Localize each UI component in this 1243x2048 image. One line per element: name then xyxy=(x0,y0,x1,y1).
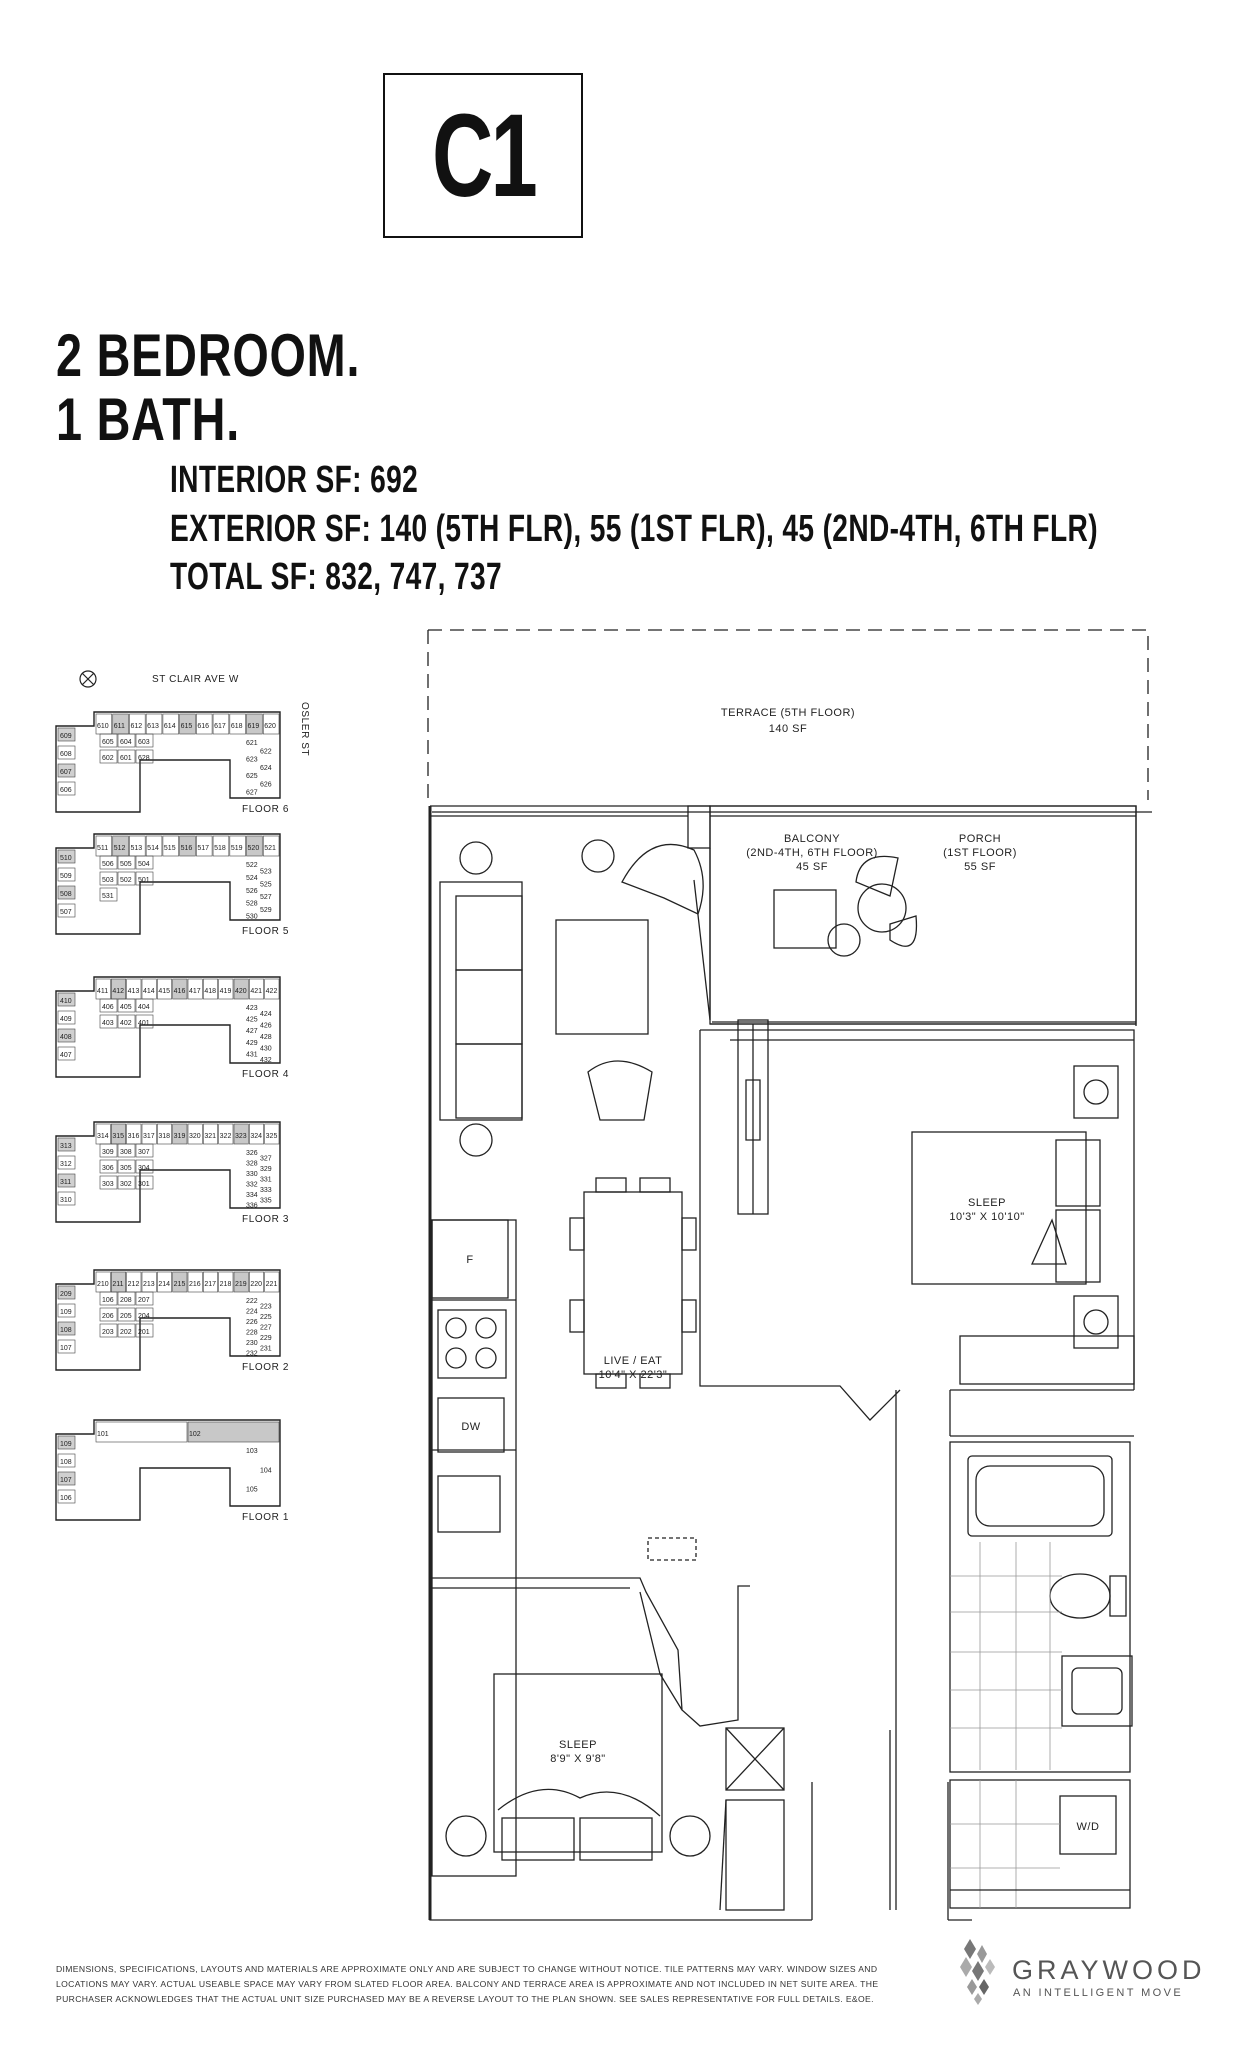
keyplan-unit-number: 108 xyxy=(60,1327,72,1334)
fridge-label: F xyxy=(466,1254,474,1266)
keyplan-unit-number: 209 xyxy=(60,1291,72,1298)
sleep1-label: SLEEP xyxy=(968,1197,1006,1209)
keyplan-floor-label: FLOOR 4 xyxy=(242,1069,289,1080)
keyplan-unit-number: 228 xyxy=(246,1329,258,1337)
keyplan-unit-number: 325 xyxy=(265,1133,278,1140)
keyplan-unit-number: 223 xyxy=(260,1303,272,1311)
keyplan-unit-number: 412 xyxy=(112,988,125,995)
total-sf: TOTAL SF: 832, 747, 737 xyxy=(170,556,503,598)
keyplan-floor-label: FLOOR 1 xyxy=(242,1512,289,1523)
keyplan-unit-number: 408 xyxy=(60,1034,72,1041)
keyplan-unit-number: 627 xyxy=(246,789,258,797)
street-label-north: ST CLAIR AVE W xyxy=(152,674,239,685)
keyplan-unit-number: 616 xyxy=(197,723,210,730)
keyplan-unit-number: 405 xyxy=(120,1004,132,1011)
keyplan-unit-number: 105 xyxy=(246,1486,258,1494)
keyplan-unit-number: 334 xyxy=(246,1192,258,1200)
brand-block xyxy=(960,1935,1210,2005)
keyplan-unit-number: 626 xyxy=(260,781,272,789)
keyplan-floor xyxy=(56,834,289,937)
keyplan-unit-number: 207 xyxy=(138,1297,150,1304)
keyplan-unit-number: 330 xyxy=(246,1171,258,1179)
balcony-note: (2ND-4TH, 6TH FLOOR) xyxy=(746,847,878,859)
live-dims: 10'4" X 22'3" xyxy=(598,1369,668,1381)
unit-code: C1 xyxy=(431,89,535,222)
keyplan-unit-number: 615 xyxy=(180,723,193,730)
keyplan-unit-number: 508 xyxy=(60,891,72,898)
keyplan-unit xyxy=(96,1422,187,1442)
keyplan-unit-number: 401 xyxy=(138,1020,150,1027)
porch-note: (1ST FLOOR) xyxy=(943,847,1017,859)
keyplan-unit-number: 217 xyxy=(204,1281,217,1288)
keyplan-unit-number: 232 xyxy=(246,1350,258,1358)
dishwasher-label: DW xyxy=(461,1421,481,1433)
keyplan-unit-number: 336 xyxy=(246,1202,258,1210)
keyplan-unit-number: 224 xyxy=(246,1308,258,1316)
keyplan-unit-number: 306 xyxy=(102,1165,114,1172)
keyplan-unit-number: 211 xyxy=(112,1281,124,1288)
keyplan-unit-number: 603 xyxy=(138,739,150,746)
keyplan-unit-number: 417 xyxy=(189,988,201,995)
washer-dryer-label: W/D xyxy=(1076,1821,1100,1833)
keyplan-unit-number: 204 xyxy=(138,1313,150,1320)
terrace-label: TERRACE (5TH FLOOR) xyxy=(720,707,856,719)
keyplan-unit-number: 318 xyxy=(158,1133,171,1140)
keyplan-unit-number: 609 xyxy=(60,733,72,740)
keyplan-unit-number: 413 xyxy=(127,988,140,995)
keyplan-unit-number: 515 xyxy=(163,845,176,852)
keyplan-unit-number: 219 xyxy=(235,1281,247,1288)
keyplan-unit-number: 414 xyxy=(143,988,155,995)
keyplan-unit-number: 319 xyxy=(173,1133,186,1140)
keyplan-unit-number: 420 xyxy=(235,988,247,995)
keyplan-unit-number: 332 xyxy=(246,1181,258,1189)
keyplan-unit-number: 402 xyxy=(120,1020,132,1027)
keyplan-unit-number: 404 xyxy=(138,1004,150,1011)
bedroom-count: 2 BEDROOM. xyxy=(56,322,361,389)
keyplan-unit-number: 432 xyxy=(260,1057,272,1065)
keyplan-unit-number: 327 xyxy=(260,1155,272,1163)
keyplan-unit-number: 531 xyxy=(102,893,114,900)
keyplan-unit-number: 610 xyxy=(97,723,109,730)
keyplan-unit-number: 103 xyxy=(246,1448,258,1455)
keyplan-unit-number: 415 xyxy=(158,988,171,995)
keyplan-unit-number: 225 xyxy=(260,1313,272,1321)
keyplan-unit-number: 227 xyxy=(260,1324,272,1332)
keyplan-unit-number: 423 xyxy=(246,1005,258,1012)
keyplan-unit-number: 328 xyxy=(246,1160,258,1168)
floor-plan xyxy=(420,620,1160,1925)
brand-tagline: AN INTELLIGENT MOVE xyxy=(1013,1987,1184,1999)
keyplan-unit-number: 230 xyxy=(246,1340,258,1348)
keyplan-unit-number: 509 xyxy=(60,873,72,880)
keyplan-floor-label: FLOOR 3 xyxy=(242,1214,289,1225)
keyplan-unit-number: 303 xyxy=(102,1181,114,1188)
keyplan-unit-number: 513 xyxy=(130,845,143,852)
balcony-label: BALCONY xyxy=(783,833,841,845)
keyplan-unit-number: 410 xyxy=(60,998,72,1005)
keyplan-unit-number: 320 xyxy=(189,1133,201,1140)
keyplan-floor xyxy=(56,977,289,1080)
keyplan-unit-number: 617 xyxy=(214,723,226,730)
keyplan-unit-number: 315 xyxy=(112,1133,125,1140)
keyplan-unit-number: 618 xyxy=(230,723,243,730)
keyplan-unit-number: 505 xyxy=(120,861,132,868)
keyplan-unit-number: 426 xyxy=(260,1022,272,1030)
keyplan-unit-number: 317 xyxy=(143,1133,155,1140)
keyplan-unit-number: 611 xyxy=(113,723,125,730)
keyplan-unit-number: 201 xyxy=(138,1329,150,1336)
keyplan-unit-number: 231 xyxy=(260,1345,272,1353)
keyplan-unit-number: 335 xyxy=(260,1197,272,1205)
graywood-logo-icon xyxy=(960,1935,1006,2005)
keyplan-unit-number: 322 xyxy=(219,1133,232,1140)
north-arrow-icon xyxy=(80,671,96,687)
keyplan-unit-number: 302 xyxy=(120,1181,132,1188)
live-label: LIVE / EAT xyxy=(603,1355,663,1367)
keyplan-unit-number: 222 xyxy=(246,1298,258,1305)
exterior-sf: EXTERIOR SF: 140 (5TH FLR), 55 (1ST FLR), 45 (2ND-4TH, 6TH FLR) xyxy=(170,508,1098,550)
keyplan-unit-number: 210 xyxy=(97,1281,109,1288)
keyplan-unit-number: 304 xyxy=(138,1165,150,1172)
keyplan-floor-label: FLOOR 6 xyxy=(242,804,289,815)
unit-code-box xyxy=(383,73,583,238)
keyplan-unit-number: 506 xyxy=(102,861,114,868)
keyplan-unit-number: 221 xyxy=(265,1281,278,1288)
keyplan-unit-number: 411 xyxy=(97,988,109,995)
keyplan-unit-number: 503 xyxy=(102,877,114,884)
keyplan-unit-number: 518 xyxy=(214,845,226,852)
keyplan-unit-number: 407 xyxy=(60,1052,72,1059)
keyplan-unit-number: 301 xyxy=(138,1181,150,1188)
keyplan-unit-number: 311 xyxy=(60,1179,72,1186)
keyplan-unit-number: 406 xyxy=(102,1004,114,1011)
keyplan-unit-number: 523 xyxy=(260,868,272,876)
keyplan-unit-number: 305 xyxy=(120,1165,132,1172)
keyplan-unit-number: 516 xyxy=(180,845,193,852)
porch-label: PORCH xyxy=(958,833,1002,845)
keyplan-unit-number: 333 xyxy=(260,1186,272,1194)
keyplan-unit-number: 307 xyxy=(138,1149,150,1156)
keyplan-unit-number: 312 xyxy=(60,1161,72,1168)
sleep2-label: SLEEP xyxy=(559,1739,597,1751)
keyplan-unit xyxy=(188,1422,279,1442)
keyplan-unit-number: 529 xyxy=(260,907,272,915)
porch-area: 55 SF xyxy=(964,861,996,873)
keyplan-unit-number: 418 xyxy=(204,988,217,995)
keyplan-unit-number: 624 xyxy=(260,764,272,772)
keyplan-unit-number: 313 xyxy=(60,1143,72,1150)
keyplan-unit-number: 107 xyxy=(60,1345,72,1352)
keyplan-unit-number: 214 xyxy=(158,1281,171,1288)
keyplan-unit-number: 613 xyxy=(147,723,159,730)
keyplan-unit-number: 608 xyxy=(60,751,72,758)
keyplan-unit-number: 605 xyxy=(102,739,114,746)
keyplan-floor-label: FLOOR 5 xyxy=(242,926,289,937)
keyplan-unit-number: 514 xyxy=(147,845,159,852)
keyplan-unit-number: 510 xyxy=(60,855,72,862)
keyplan-unit-number: 323 xyxy=(235,1133,247,1140)
keyplan-unit-number: 604 xyxy=(120,739,132,746)
keyplan-unit-number: 422 xyxy=(265,988,278,995)
keyplan-unit-number: 424 xyxy=(260,1010,272,1018)
keyplan-unit-number: 620 xyxy=(264,723,276,730)
keyplan-unit-number: 208 xyxy=(120,1297,132,1304)
keyplan-unit-number: 507 xyxy=(60,909,72,916)
keyplan-unit-number: 309 xyxy=(102,1149,114,1156)
keyplan-unit-number: 612 xyxy=(130,723,143,730)
keyplan-unit-number: 622 xyxy=(260,748,272,756)
keyplan-unit-number: 203 xyxy=(102,1329,114,1336)
keyplan-unit-number: 216 xyxy=(189,1281,201,1288)
interior-sf: INTERIOR SF: 692 xyxy=(170,459,419,501)
keyplan-unit-number: 511 xyxy=(97,845,109,852)
keyplan-unit-number: 108 xyxy=(60,1459,72,1466)
keyplan-unit-number: 310 xyxy=(60,1197,72,1204)
street-label-east: OSLER ST xyxy=(299,702,310,757)
keyplan-unit-number: 329 xyxy=(260,1165,272,1173)
keyplan-unit-number: 502 xyxy=(120,877,132,884)
keyplan-unit-number: 525 xyxy=(260,881,272,889)
keyplan-unit-number: 625 xyxy=(246,773,258,781)
keyplan-unit-number: 431 xyxy=(246,1051,258,1059)
keyplan-unit-number: 429 xyxy=(246,1039,258,1047)
exterior-wall xyxy=(430,806,1136,1920)
keyplan-unit-number: 226 xyxy=(246,1319,258,1327)
keyplan-unit-number: 607 xyxy=(60,769,72,776)
keyplan-unit-number: 528 xyxy=(246,900,258,908)
keyplan-unit-number: 526 xyxy=(246,887,258,895)
keyplan-unit-number: 425 xyxy=(246,1016,258,1024)
keyplan-unit-number: 106 xyxy=(102,1297,114,1304)
keyplan-unit-number: 421 xyxy=(250,988,263,995)
keyplan-unit-number: 504 xyxy=(138,861,150,868)
keyplan-floor xyxy=(56,712,289,815)
keyplan-unit-number: 428 xyxy=(260,1034,272,1041)
keyplan-unit-number: 321 xyxy=(204,1133,217,1140)
keyplan-unit-number: 229 xyxy=(260,1334,272,1342)
keyplan-unit-number: 316 xyxy=(127,1133,140,1140)
keyplan-unit-number: 621 xyxy=(246,740,258,747)
keyplan-unit-number: 606 xyxy=(60,787,72,794)
keyplan-unit-number: 419 xyxy=(219,988,232,995)
keyplan-unit-number: 601 xyxy=(120,755,132,762)
keyplan-unit-number: 519 xyxy=(230,845,243,852)
keyplan-unit-number: 522 xyxy=(246,862,258,869)
keyplan-unit-number: 109 xyxy=(60,1309,72,1316)
keyplan-unit-number: 512 xyxy=(113,845,126,852)
keyplan-unit-number: 107 xyxy=(60,1477,72,1484)
keyplan-unit-number: 614 xyxy=(163,723,176,730)
keyplan-floor xyxy=(56,1122,289,1225)
keyplan-unit-number: 314 xyxy=(97,1133,109,1140)
disclaimer: DIMENSIONS, SPECIFICATIONS, LAYOUTS AND MATERIALS ARE APPROXIMATE ONLY AND ARE SUBJECT TO CHANGE WITHOUT NOTICE. TILE PATTERNS MAY VARY. WINDOW SIZES AND LOCATIONS MAY VARY. ACTUAL USEABLE SPACE MAY VARY FROM SLATED FLOOR AREA. BALCONY AND TERRACE AREA IS APPROXIMATE AND NOT INCLUDED IN NET SUITE AREA. THE PURCHASER ACKNOWLEDGES THAT THE ACTUAL UNIT SIZE PURCHASED MAY BE A REVERSE LAYOUT TO THE PLAN SHOWN. SEE SALES REPRESENTATIVE FOR FULL DETAILS. E&OE. xyxy=(56,1964,879,2004)
keyplan-unit-number: 206 xyxy=(102,1313,114,1320)
keyplan-unit-number: 205 xyxy=(120,1313,132,1320)
keyplan-unit-number: 409 xyxy=(60,1016,72,1023)
keyplan-unit-number: 326 xyxy=(246,1150,258,1157)
sleep2-dims: 8'9" X 9'8" xyxy=(550,1753,606,1765)
keyplan-unit-number: 308 xyxy=(120,1149,132,1156)
keyplan-unit-number: 628 xyxy=(138,755,150,762)
keyplan-unit-number: 403 xyxy=(102,1020,114,1027)
keyplan-unit-number: 331 xyxy=(260,1176,272,1184)
keyplan-unit-number: 220 xyxy=(250,1281,263,1288)
keyplan-unit-number: 501 xyxy=(138,877,150,884)
sleep1-dims: 10'3" X 10'10" xyxy=(949,1211,1025,1223)
keyplan-unit-number: 619 xyxy=(247,723,260,730)
keyplan-floor-label: FLOOR 2 xyxy=(242,1362,289,1373)
terrace-area: 140 SF xyxy=(768,723,808,735)
keyplan-unit-number: 524 xyxy=(246,874,258,882)
keyplan-unit-number: 102 xyxy=(189,1431,201,1438)
keyplan-floor xyxy=(56,1420,289,1523)
keyplan-unit-number: 215 xyxy=(173,1281,186,1288)
bath-count: 1 BATH. xyxy=(56,386,241,453)
keyplan-unit-number: 527 xyxy=(260,894,272,902)
balcony-area: 45 SF xyxy=(796,861,828,873)
keyplan-unit-number: 521 xyxy=(264,845,276,852)
keyplan-unit-number: 324 xyxy=(250,1133,263,1140)
keyplan-unit-number: 109 xyxy=(60,1441,72,1448)
key-plan xyxy=(50,668,320,1568)
keyplan-unit-number: 517 xyxy=(197,845,210,852)
keyplan-unit-number: 101 xyxy=(97,1431,109,1438)
keyplan-unit-number: 602 xyxy=(102,755,114,762)
keyplan-unit-number: 218 xyxy=(219,1281,232,1288)
keyplan-floor xyxy=(56,1270,289,1373)
keyplan-unit-number: 106 xyxy=(60,1495,72,1502)
keyplan-unit-number: 213 xyxy=(143,1281,155,1288)
keyplan-unit-number: 416 xyxy=(173,988,186,995)
keyplan-unit-number: 530 xyxy=(246,913,258,921)
keyplan-unit-number: 212 xyxy=(127,1281,140,1288)
keyplan-unit-number: 427 xyxy=(246,1028,258,1036)
keyplan-unit-number: 520 xyxy=(247,845,260,852)
keyplan-unit-number: 430 xyxy=(260,1045,272,1053)
keyplan-unit-number: 202 xyxy=(120,1329,132,1336)
keyplan-unit-number: 104 xyxy=(260,1467,272,1475)
keyplan-unit-number: 623 xyxy=(246,756,258,764)
brand-name: GRAYWOOD xyxy=(1012,1955,1206,1985)
